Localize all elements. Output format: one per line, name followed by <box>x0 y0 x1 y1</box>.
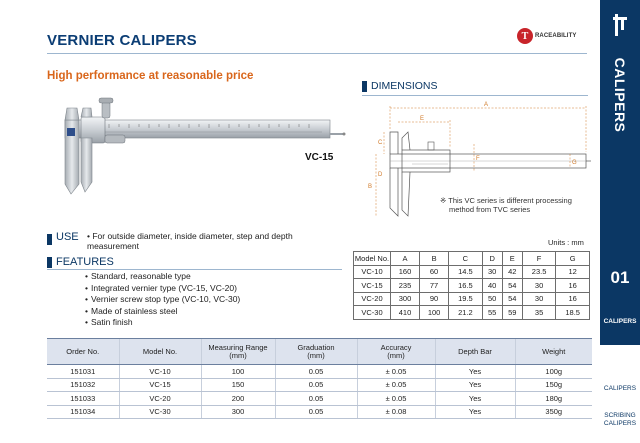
dim-label-c: C <box>378 140 383 146</box>
table-cell: 60 <box>420 265 449 279</box>
table-cell: 16 <box>556 279 590 293</box>
features-title: FEATURES <box>56 256 114 268</box>
features-divider <box>47 269 342 270</box>
table-cell: 235 <box>391 279 420 293</box>
dim-label-b: B <box>368 184 373 190</box>
table-cell: VC-20 <box>354 292 391 306</box>
table-cell: 21.2 <box>449 306 483 320</box>
table-cell: Yes <box>435 378 515 392</box>
sidebar-item-calipers[interactable]: CALIPERS <box>603 385 637 392</box>
column-header: Depth Bar <box>435 339 515 365</box>
table-cell: 12 <box>556 265 590 279</box>
column-header: F <box>522 252 556 266</box>
traceability-badge <box>517 28 576 44</box>
table-cell: 14.5 <box>449 265 483 279</box>
table-cell: ± 0.05 <box>357 392 435 406</box>
table-cell: 55 <box>482 306 502 320</box>
use-text: • For outside diameter, inside diameter, step and depth measurement <box>87 231 293 251</box>
table-cell: 54 <box>502 279 522 293</box>
table-cell: ± 0.05 <box>357 365 435 379</box>
feature-item: • Vernier screw stop type (VC-10, VC-30) <box>85 294 240 306</box>
table-cell: 100 <box>420 306 449 320</box>
dimensions-title: DIMENSIONS <box>371 80 438 92</box>
feature-item: • Satin finish <box>85 317 240 329</box>
order-table <box>47 338 592 419</box>
column-header: Model No. <box>354 252 391 266</box>
column-header: B <box>420 252 449 266</box>
table-cell: 200 <box>201 392 275 406</box>
table-row <box>47 392 592 406</box>
table-cell: VC-15 <box>354 279 391 293</box>
table-cell: 151034 <box>47 405 119 419</box>
column-header-text: Accuracy <box>380 342 412 352</box>
table-cell: VC-10 <box>354 265 391 279</box>
table-cell: 180g <box>515 392 592 406</box>
table-cell: Yes <box>435 365 515 379</box>
table-row <box>354 279 590 293</box>
column-header <box>201 339 275 365</box>
table-cell: 0.05 <box>275 392 357 406</box>
table-cell: 35 <box>522 306 556 320</box>
traceability-text: RACEABILITY <box>535 33 577 39</box>
sidebar-section-number: 01 <box>610 268 630 287</box>
table-cell: 16 <box>556 292 590 306</box>
feature-item: • Standard, reasonable type <box>85 271 240 283</box>
table-header-row <box>47 339 592 365</box>
column-header-unit: (mm) <box>307 350 325 360</box>
table-row <box>354 265 590 279</box>
table-cell: 42 <box>502 265 522 279</box>
table-cell: 40 <box>482 279 502 293</box>
table-cell: 100g <box>515 365 592 379</box>
units-label: Units : mm <box>548 238 584 247</box>
column-header: Weight <box>515 339 592 365</box>
column-header-unit: (mm) <box>387 350 405 360</box>
table-cell: Yes <box>435 405 515 419</box>
note-line-1: ※ This VC series is different processing <box>440 196 572 205</box>
table-cell: 0.05 <box>275 365 357 379</box>
section-marker <box>47 234 52 245</box>
table-cell: 350g <box>515 405 592 419</box>
sidebar-item-scribing-calipers[interactable] <box>600 412 640 428</box>
table-cell: 90 <box>420 292 449 306</box>
dimensions-divider <box>362 95 588 96</box>
column-header: A <box>391 252 420 266</box>
section-sidebar <box>600 0 640 443</box>
page-title: VERNIER CALIPERS <box>47 32 197 49</box>
table-cell: 151032 <box>47 378 119 392</box>
features-list <box>85 271 240 329</box>
table-cell: 23.5 <box>522 265 556 279</box>
dimensions-heading <box>362 80 438 92</box>
sidebar-category-title: CALIPERS <box>612 57 628 133</box>
table-header-row <box>354 252 590 266</box>
page-subtitle: High performance at reasonable price <box>47 70 254 82</box>
table-cell: Yes <box>435 392 515 406</box>
dim-label-f: F <box>476 156 480 162</box>
dimensions-table <box>353 251 590 320</box>
column-header: D <box>482 252 502 266</box>
table-cell: 300 <box>201 405 275 419</box>
note-line-2: method from TVC series <box>449 205 531 214</box>
table-cell: 151033 <box>47 392 119 406</box>
caliper-photo <box>47 88 347 200</box>
model-label: VC-15 <box>305 152 334 163</box>
dim-label-a: A <box>484 102 489 108</box>
table-cell: 19.5 <box>449 292 483 306</box>
dimensions-note <box>440 196 572 214</box>
column-header: C <box>449 252 483 266</box>
feature-item: • Made of stainless steel <box>85 306 240 318</box>
dim-label-d: D <box>378 172 383 178</box>
table-cell: VC-10 <box>119 365 201 379</box>
table-row <box>47 365 592 379</box>
dim-label-e: E <box>420 116 425 122</box>
column-header: E <box>502 252 522 266</box>
table-cell: 59 <box>502 306 522 320</box>
table-cell: 300 <box>391 292 420 306</box>
table-cell: 150g <box>515 378 592 392</box>
column-header <box>357 339 435 365</box>
column-header: Model No. <box>119 339 201 365</box>
table-cell: 150 <box>201 378 275 392</box>
table-cell: 410 <box>391 306 420 320</box>
feature-item: • Integrated vernier type (VC-15, VC-20) <box>85 283 240 295</box>
table-row <box>354 306 590 320</box>
caliper-icon <box>612 14 628 36</box>
table-cell: 54 <box>502 292 522 306</box>
table-cell: VC-30 <box>354 306 391 320</box>
table-cell: 30 <box>522 292 556 306</box>
table-cell: 151031 <box>47 365 119 379</box>
title-divider <box>47 53 587 54</box>
table-cell: 16.5 <box>449 279 483 293</box>
column-header: Order No. <box>47 339 119 365</box>
column-header <box>275 339 357 365</box>
dim-label-g: G <box>572 160 577 166</box>
table-cell: 30 <box>482 265 502 279</box>
sidebar-item-label: CALIPERS <box>603 420 637 427</box>
column-header: G <box>556 252 590 266</box>
table-cell: 160 <box>391 265 420 279</box>
table-cell: VC-30 <box>119 405 201 419</box>
use-section <box>47 231 293 251</box>
sidebar-current-label: CALIPERS <box>603 318 637 325</box>
traceability-logo-icon: T <box>517 28 533 44</box>
table-cell: 100 <box>201 365 275 379</box>
table-cell: 0.05 <box>275 378 357 392</box>
table-row <box>47 405 592 419</box>
column-header-unit: (mm) <box>229 350 247 360</box>
sidebar-item-label: SCRIBING <box>604 412 636 419</box>
table-cell: VC-20 <box>119 392 201 406</box>
use-label: USE <box>56 231 79 243</box>
column-header-text: Graduation <box>297 342 335 352</box>
table-cell: ± 0.08 <box>357 405 435 419</box>
table-row <box>354 292 590 306</box>
table-cell: 77 <box>420 279 449 293</box>
table-row <box>47 378 592 392</box>
sidebar-band <box>600 0 640 345</box>
section-marker <box>362 81 367 92</box>
table-cell: VC-15 <box>119 378 201 392</box>
table-cell: 50 <box>482 292 502 306</box>
section-marker <box>47 257 52 268</box>
table-cell: 18.5 <box>556 306 590 320</box>
features-heading <box>47 256 114 268</box>
table-cell: 30 <box>522 279 556 293</box>
column-header-text: Measuring Range <box>208 342 268 352</box>
table-cell: ± 0.05 <box>357 378 435 392</box>
table-cell: 0.05 <box>275 405 357 419</box>
